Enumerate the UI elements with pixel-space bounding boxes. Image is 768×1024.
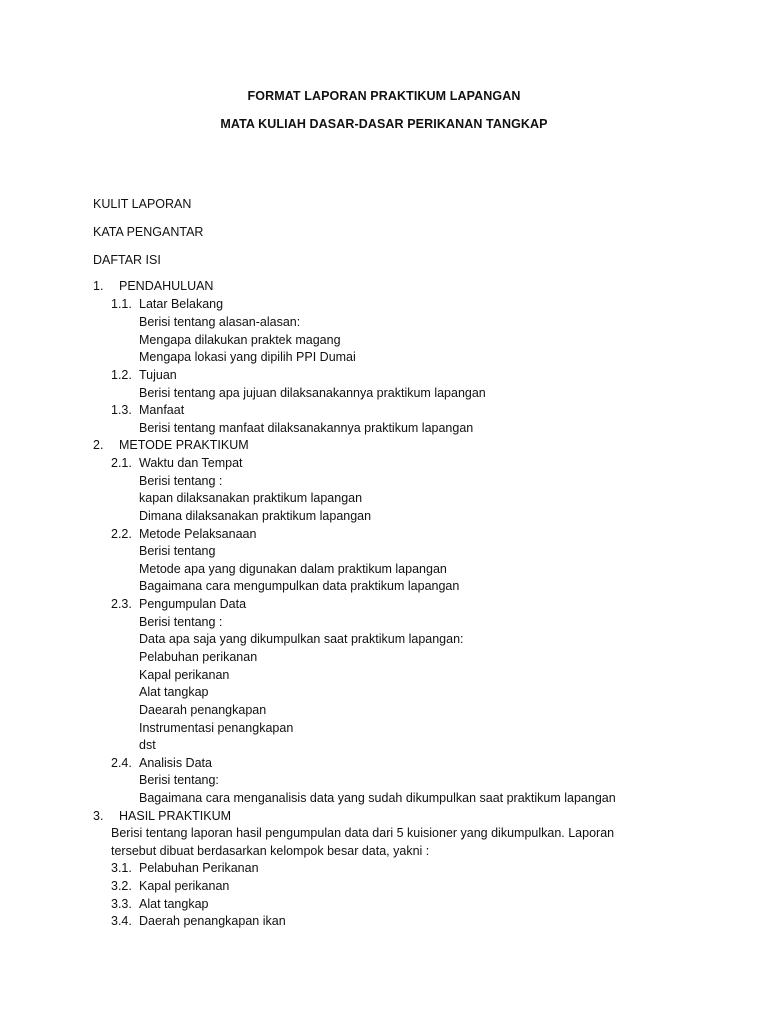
body-line: Bagaimana cara mengumpulkan data praktikum lapangan bbox=[139, 579, 460, 593]
section-number: 3. bbox=[93, 809, 104, 823]
body-line: Kapal perikanan bbox=[139, 668, 230, 682]
section-heading bbox=[93, 808, 231, 825]
body-line: Daearah penangkapan bbox=[139, 703, 267, 717]
section-title: METODE PRAKTIKUM bbox=[119, 438, 249, 452]
body-line: Berisi tentang manfaat dilaksanakannya praktikum lapangan bbox=[139, 421, 474, 435]
list-item bbox=[111, 896, 209, 913]
subsection-heading bbox=[111, 296, 223, 313]
body-line: Bagaimana cara menganalisis data yang sudah dikumpulkan saat praktikum lapangan bbox=[139, 791, 616, 805]
list-item-number: 3.2. bbox=[111, 879, 132, 893]
section-number: 1. bbox=[93, 279, 104, 293]
body-line: kapan dilaksanakan praktikum lapangan bbox=[139, 491, 363, 505]
body-line: Dimana dilaksanakan praktikum lapangan bbox=[139, 509, 372, 523]
subsection-heading bbox=[111, 455, 243, 472]
list-item bbox=[111, 860, 259, 877]
section-heading bbox=[93, 437, 249, 454]
list-item-label: Pelabuhan Perikanan bbox=[139, 861, 259, 875]
section-number: 2. bbox=[93, 438, 104, 452]
body-line: Data apa saja yang dikumpulkan saat praktikum lapangan: bbox=[139, 632, 464, 646]
section-title: HASIL PRAKTIKUM bbox=[119, 809, 232, 823]
document-subtitle: MATA KULIAH DASAR-DASAR PERIKANAN TANGKAP bbox=[220, 117, 548, 131]
body-line: Berisi tentang laporan hasil pengumpulan data dari 5 kuisioner yang dikumpulkan. Laporan bbox=[111, 826, 615, 840]
subsection-title: Pengumpulan Data bbox=[139, 597, 247, 611]
subsection-title: Tujuan bbox=[139, 368, 177, 382]
subsection-title: Analisis Data bbox=[139, 756, 212, 770]
body-line: Instrumentasi penangkapan bbox=[139, 721, 294, 735]
subsection-heading bbox=[111, 755, 212, 772]
front-matter-cover: KULIT LAPORAN bbox=[93, 197, 192, 211]
list-item bbox=[111, 913, 286, 930]
subsection-heading bbox=[111, 402, 184, 419]
list-item-label: Kapal perikanan bbox=[139, 879, 230, 893]
body-line: Berisi tentang bbox=[139, 544, 216, 558]
body-line: Berisi tentang alasan-alasan: bbox=[139, 315, 301, 329]
front-matter-toc: DAFTAR ISI bbox=[93, 253, 161, 267]
subsection-number: 1.2. bbox=[111, 368, 132, 382]
body-line: Mengapa dilakukan praktek magang bbox=[139, 333, 341, 347]
body-line: Mengapa lokasi yang dipilih PPI Dumai bbox=[139, 350, 356, 364]
subsection-heading bbox=[111, 596, 246, 613]
body-line: dst bbox=[139, 738, 156, 752]
subsection-title: Manfaat bbox=[139, 403, 185, 417]
subsection-number: 1.3. bbox=[111, 403, 132, 417]
body-line: Pelabuhan perikanan bbox=[139, 650, 258, 664]
list-item-label: Daerah penangkapan ikan bbox=[139, 914, 286, 928]
subsection-title: Latar Belakang bbox=[139, 297, 224, 311]
section-heading bbox=[93, 278, 213, 295]
subsection-number: 2.1. bbox=[111, 456, 132, 470]
body-line: Berisi tentang: bbox=[139, 773, 219, 787]
list-item bbox=[111, 878, 229, 895]
subsection-heading bbox=[111, 367, 177, 384]
subsection-number: 2.3. bbox=[111, 597, 132, 611]
list-item-number: 3.3. bbox=[111, 897, 132, 911]
subsection-title: Waktu dan Tempat bbox=[139, 456, 243, 470]
subsection-number: 1.1. bbox=[111, 297, 132, 311]
body-line: Alat tangkap bbox=[139, 685, 209, 699]
subsection-title: Metode Pelaksanaan bbox=[139, 527, 257, 541]
list-item-number: 3.1. bbox=[111, 861, 132, 875]
list-item-label: Alat tangkap bbox=[139, 897, 209, 911]
subsection-heading bbox=[111, 526, 256, 543]
front-matter-foreword: KATA PENGANTAR bbox=[93, 225, 204, 239]
subsection-number: 2.2. bbox=[111, 527, 132, 541]
body-line: Metode apa yang digunakan dalam praktikum lapangan bbox=[139, 562, 447, 576]
body-line: Berisi tentang : bbox=[139, 474, 223, 488]
list-item-number: 3.4. bbox=[111, 914, 132, 928]
body-line: Berisi tentang : bbox=[139, 615, 223, 629]
subsection-number: 2.4. bbox=[111, 756, 132, 770]
body-line: Berisi tentang apa jujuan dilaksanakannya praktikum lapangan bbox=[139, 386, 486, 400]
document-title: FORMAT LAPORAN PRAKTIKUM LAPANGAN bbox=[247, 89, 521, 103]
body-line: tersebut dibuat berdasarkan kelompok besar data, yakni : bbox=[111, 844, 430, 858]
section-title: PENDAHULUAN bbox=[119, 279, 214, 293]
